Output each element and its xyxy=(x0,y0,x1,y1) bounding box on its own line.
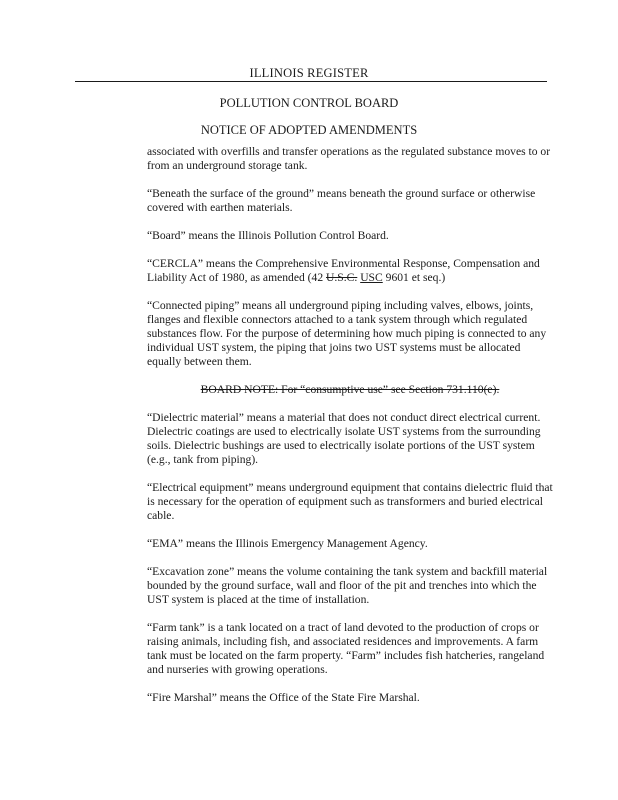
cercla-deleted-text: U.S.C. xyxy=(326,271,358,284)
definition-ema: “EMA” means the Illinois Emergency Management Agency. xyxy=(147,537,428,550)
cercla-text-end: 9601 et seq.) xyxy=(382,271,446,284)
cercla-text-start: “CERCLA” means the Comprehensive Environmental Response, Compensation and Liability Act of 1980, as amended (42 xyxy=(147,257,540,284)
cercla-inserted-text: USC xyxy=(360,271,383,284)
register-title: ILLINOIS REGISTER xyxy=(249,66,369,80)
header-rule xyxy=(75,81,547,82)
notice-title: NOTICE OF ADOPTED AMENDMENTS xyxy=(200,123,418,137)
board-name: POLLUTION CONTROL BOARD xyxy=(219,96,399,110)
definition-cercla xyxy=(147,257,553,285)
definition-board: “Board” means the Illinois Pollution Control Board. xyxy=(147,229,389,242)
definition-dielectric-material: “Dielectric material” means a material that does not conduct direct electrical current. Dielectric coatings are used to electrically isolate UST systems from the surrounding soils. Dielectric bushings are used to electrically isolate portions of the UST system (e.g., tank from piping). xyxy=(147,411,541,466)
definition-beneath-surface: “Beneath the surface of the ground” means beneath the ground surface or otherwise covered with earthen materials. xyxy=(147,187,536,214)
definition-connected-piping: “Connected piping” means all underground piping including valves, elbows, joints, flanges and flexible connectors attached to a tank system through which regulated substances flow. For the purpose of determining how much piping is connected to any individual UST system, the piping that joins two UST systems must be allocated equally between them. xyxy=(147,299,547,368)
definition-electrical-equipment: “Electrical equipment” means underground equipment that contains dielectric fluid that is necessary for the operation of equipment such as transformers and buried electrical cable. xyxy=(147,481,553,522)
board-note-deleted xyxy=(147,383,553,397)
board-note-text: BOARD NOTE: For “consumptive use” see Section 731.110(e). xyxy=(200,383,500,396)
definition-excavation-zone: “Excavation zone” means the volume containing the tank system and backfill material bounded by the ground surface, wall and floor of the pit and trenches into which the UST system is placed at the time of installation. xyxy=(147,565,548,606)
definition-farm-tank: “Farm tank” is a tank located on a tract of land devoted to the production of crops or raising animals, including fish, and associated residences and improvements. A farm tank must be located on the farm property. “Farm” includes fish hatcheries, rangeland and nurseries with growing operations. xyxy=(147,621,545,676)
definition-fire-marshal: “Fire Marshal” means the Office of the State Fire Marshal. xyxy=(147,691,420,704)
paragraph-overfills: associated with overfills and transfer operations as the regulated substance moves to or from an underground storage tank. xyxy=(147,145,551,172)
body-text xyxy=(147,145,553,719)
